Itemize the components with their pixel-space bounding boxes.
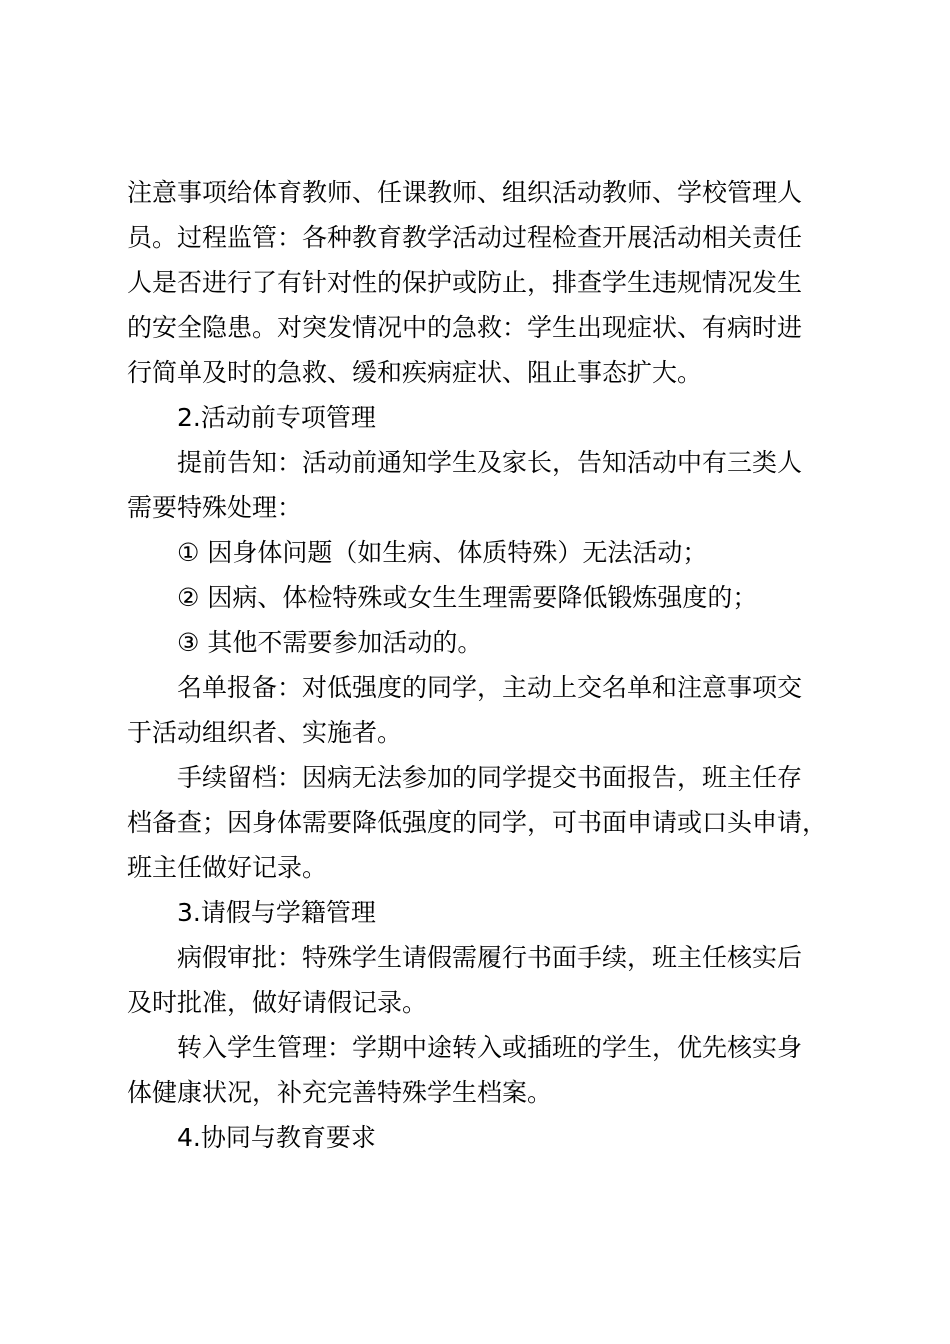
list-item: ③ 其他不需要参加活动的。	[177, 628, 483, 657]
paragraph-line: 转入学生管理：学期中途转入或插班的学生，优先核实身	[177, 1033, 803, 1062]
paragraph-line: 的安全隐患。对突发情况中的急救：学生出现症状、有病时进	[127, 313, 803, 342]
paragraph-line: 手续留档：因病无法参加的同学提交书面报告，班主任存	[177, 763, 803, 792]
paragraph-line: 员。过程监管：各种教育教学活动过程检查开展活动相关责任	[127, 223, 803, 252]
paragraph-line: 提前告知：活动前通知学生及家长，告知活动中有三类人	[177, 448, 803, 477]
section-heading: 2.活动前专项管理	[177, 403, 376, 432]
paragraph-line: 需要特殊处理：	[127, 493, 303, 522]
list-item: ② 因病、体检特殊或女生生理需要降低锻炼强度的；	[177, 583, 758, 612]
paragraph-line: 于活动组织者、实施者。	[127, 718, 403, 747]
paragraph-line: 档备查；因身体需要降低强度的同学，可书面申请或口头申请，	[127, 808, 828, 837]
section-heading: 4.协同与教育要求	[177, 1123, 376, 1152]
paragraph-line: 及时批准，做好请假记录。	[127, 988, 428, 1017]
paragraph-line: 注意事项给体育教师、任课教师、组织活动教师、学校管理人	[127, 178, 803, 207]
paragraph-line: 病假审批：特殊学生请假需履行书面手续，班主任核实后	[177, 943, 803, 972]
list-item: ① 因身体问题（如生病、体质特殊）无法活动；	[177, 538, 708, 567]
paragraph-line: 体健康状况，补充完善特殊学生档案。	[127, 1078, 553, 1107]
section-heading: 3.请假与学籍管理	[177, 898, 376, 927]
paragraph-line: 人是否进行了有针对性的保护或防止，排查学生违规情况发生	[127, 268, 803, 297]
paragraph-line: 行简单及时的急救、缓和疾病症状、阻止事态扩大。	[127, 358, 703, 387]
paragraph-line: 班主任做好记录。	[127, 853, 328, 882]
paragraph-line: 名单报备：对低强度的同学，主动上交名单和注意事项交	[177, 673, 803, 702]
